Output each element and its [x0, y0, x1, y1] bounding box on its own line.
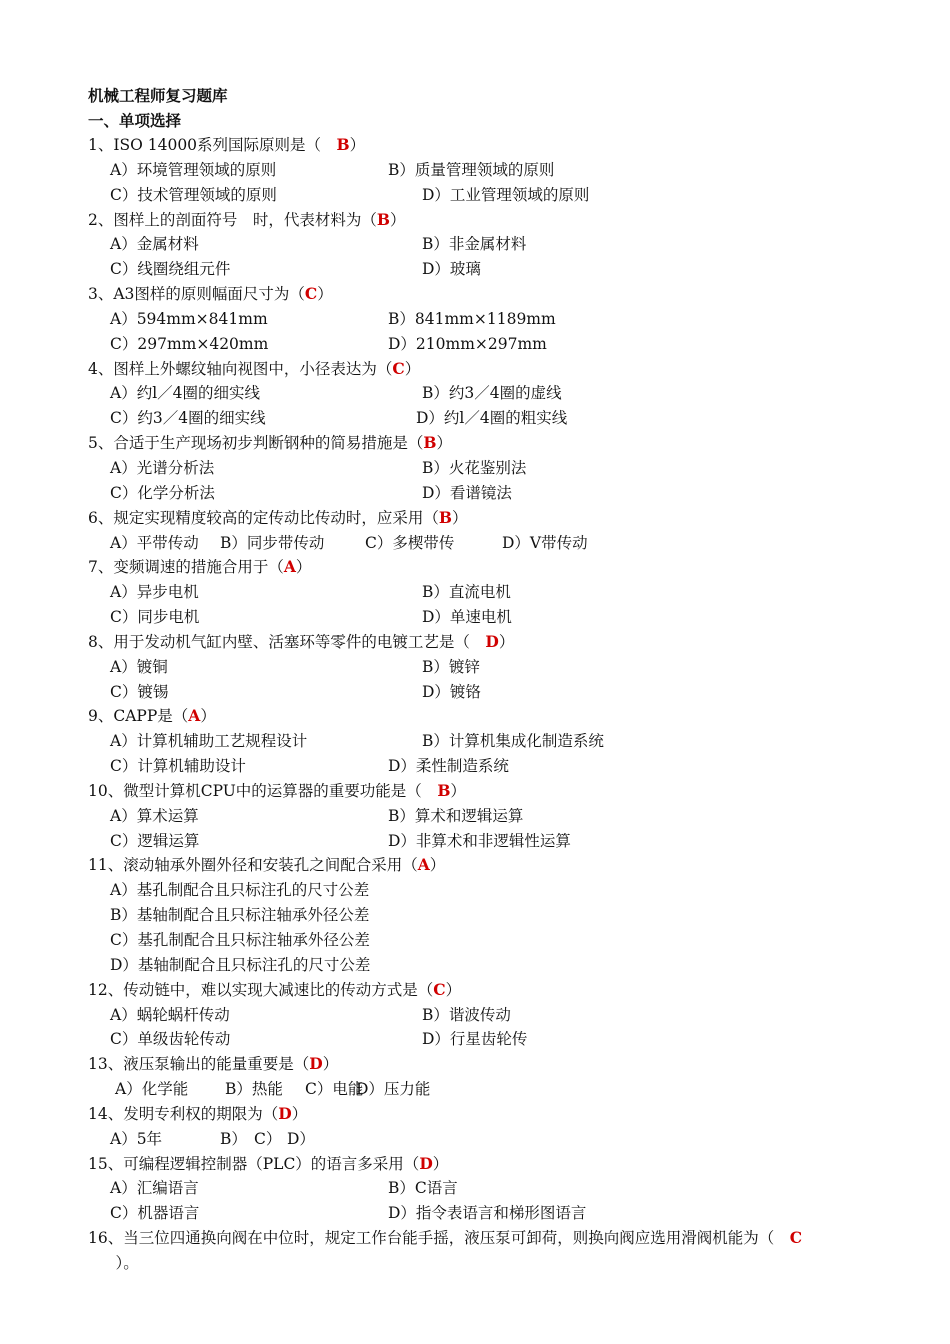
option-text: B）C语言: [388, 1179, 458, 1198]
option-text: D）柔性制造系统: [388, 757, 509, 776]
option-text: D）玻璃: [422, 260, 481, 279]
option-text: D）基轴制配合且只标注孔的尺寸公差: [110, 955, 371, 974]
option-text: D）非算术和非逻辑性运算: [388, 831, 571, 850]
option-row: [0, 1027, 950, 1052]
option-text: C）同步电机: [110, 608, 200, 627]
document-title: 机械工程师复习题库: [88, 86, 228, 105]
option-row: [0, 406, 950, 431]
option-text: A）蜗轮蜗杆传动: [110, 1005, 230, 1024]
option-text: C）基孔制配合且只标注轴承外径公差: [110, 931, 370, 949]
question-tail: ）: [317, 285, 333, 304]
option-text: C）电能: [305, 1080, 364, 1099]
question-stem: [0, 630, 950, 655]
question-stem: [0, 1226, 868, 1276]
question-1: [0, 133, 950, 208]
question-text: 14、发明专利权的期限为（: [88, 1104, 279, 1123]
option-row: [0, 1077, 950, 1102]
option-row: [0, 158, 950, 183]
answer-key: C: [304, 284, 318, 304]
question-stem: [0, 853, 950, 878]
question-tail: ）: [404, 359, 421, 378]
question-tail: ）: [322, 1055, 339, 1074]
question-6: [0, 506, 950, 556]
question-tail: ）: [445, 980, 462, 999]
option-row: [0, 928, 950, 953]
option-text: D）单速电机: [422, 608, 512, 627]
option-text: B）热能: [225, 1080, 283, 1099]
question-stem: [0, 1102, 950, 1127]
question-text: 1、ISO 14000系列国际原则是（: [88, 136, 337, 154]
option-row: [0, 903, 950, 928]
option-text: D）镀铬: [422, 682, 481, 701]
option-text: B）直流电机: [422, 583, 511, 602]
option-text: C）镀锡: [110, 682, 169, 701]
answer-key: A: [188, 706, 201, 726]
question-stem: [0, 282, 950, 307]
question-text: 5、合适于生产现场初步判断钢种的简易措施是（: [88, 434, 424, 453]
question-stem: [0, 431, 950, 456]
option-row: [0, 655, 950, 680]
option-text: A）异步电机: [110, 583, 199, 602]
question-stem: [0, 506, 950, 531]
question-tail: ）: [450, 781, 466, 800]
option-text: A）金属材料: [110, 235, 199, 254]
question-tail: ）: [429, 856, 446, 875]
option-row: [0, 680, 950, 705]
option-text: D）行星齿轮传: [422, 1030, 528, 1049]
option-row: [0, 605, 950, 630]
question-7: [0, 555, 950, 630]
answer-key: C: [789, 1228, 803, 1248]
question-text: 16、当三位四通换向阀在中位时，规定工作台能手摇，液压泵可卸荷，则换向阀应选用滑阀机能为（: [88, 1229, 790, 1248]
option-text: C）: [254, 1129, 282, 1148]
question-3: [0, 282, 950, 357]
question-text: 2、图样上的剖面符号 时，代表材料为（: [88, 210, 377, 229]
option-text: B）质量管理领域的原则: [388, 160, 555, 179]
question-text: 15、可编程逻辑控制器（PLC）的语言多采用（: [88, 1154, 420, 1173]
option-text: B）: [220, 1129, 247, 1148]
option-row: [0, 878, 950, 903]
option-text: A）平带传动: [110, 533, 199, 552]
option-row: [0, 580, 950, 605]
question-text: 6、规定实现精度较高的定传动比传动时，应采用（: [88, 508, 439, 527]
question-11: [0, 853, 950, 977]
question-9: [0, 704, 950, 779]
question-tail: ）: [436, 434, 452, 453]
option-text: D）约l／4圈的粗实线: [416, 409, 568, 428]
question-tail: ）: [389, 210, 406, 229]
option-row: [0, 1127, 950, 1152]
option-text: C）机器语言: [110, 1204, 200, 1223]
question-stem: [0, 1052, 950, 1077]
question-text: 3、A3图样的原则幅面尺寸为（: [88, 285, 305, 304]
answer-key: D: [485, 631, 499, 651]
question-stem: [0, 208, 950, 233]
answer-key: B: [336, 135, 350, 154]
question-stem: [0, 357, 950, 382]
answer-key: D: [278, 1103, 292, 1123]
option-text: A）约l／4圈的细实线: [110, 384, 261, 403]
option-text: D）210mm×297mm: [388, 334, 547, 353]
option-row: [0, 257, 950, 282]
option-row: [0, 307, 950, 332]
option-text: C）单级齿轮传动: [110, 1030, 231, 1049]
option-row: [0, 183, 950, 208]
option-text: A）化学能: [115, 1080, 189, 1099]
option-text: B）谐波传动: [422, 1005, 511, 1024]
option-text: B）约3／4圈的虚线: [422, 384, 562, 403]
answer-key: C: [433, 979, 446, 999]
section-heading: 一、单项选择: [88, 111, 182, 130]
question-tail: ）: [451, 508, 468, 527]
question-2: [0, 208, 950, 283]
option-row: [0, 729, 950, 754]
question-tail: ）: [200, 707, 216, 726]
answer-key: A: [283, 557, 296, 577]
question-list: [0, 133, 950, 1276]
question-16: [0, 1226, 950, 1276]
option-text: B）非金属材料: [422, 235, 527, 254]
question-stem: [0, 555, 950, 580]
question-text: 13、液压泵输出的能量重要是（: [88, 1055, 310, 1074]
option-text: A）594mm×841mm: [110, 309, 268, 328]
question-tail: ）。: [100, 1253, 139, 1272]
option-row: [0, 829, 950, 854]
question-text: 11、滚动轴承外圈外径和安装孔之间配合采用（: [88, 856, 418, 875]
question-12: [0, 978, 950, 1053]
option-text: D）: [287, 1129, 315, 1148]
option-text: A）5年: [110, 1129, 163, 1148]
question-4: [0, 357, 950, 432]
option-row: [0, 1201, 950, 1226]
option-text: A）光谱分析法: [110, 458, 215, 477]
option-text: D）V带传动: [502, 533, 588, 552]
answer-key: A: [417, 855, 430, 875]
option-text: C）化学分析法: [110, 483, 215, 502]
option-row: [0, 804, 950, 829]
question-13: [0, 1052, 950, 1102]
question-stem: [0, 1152, 950, 1177]
question-text: 10、微型计算机CPU中的运算器的重要功能是（: [88, 781, 438, 800]
answer-key: D: [309, 1054, 323, 1074]
question-5: [0, 431, 950, 506]
option-text: D）看谱镜法: [422, 483, 512, 502]
option-text: A）环境管理领域的原则: [110, 160, 277, 179]
option-text: B）镀锌: [422, 657, 480, 676]
option-text: A）镀铜: [110, 657, 168, 676]
option-row: [0, 1003, 950, 1028]
answer-key: B: [376, 209, 390, 229]
option-row: [0, 1176, 950, 1201]
option-text: B）火花鉴别法: [422, 458, 527, 477]
option-row: [0, 953, 950, 978]
question-stem: [0, 779, 950, 804]
option-row: [0, 332, 950, 357]
option-text: A）算术运算: [110, 806, 199, 825]
option-text: A）基孔制配合且只标注孔的尺寸公差: [110, 881, 370, 900]
option-text: B）同步带传动: [220, 533, 325, 552]
option-text: B）841mm×1189mm: [388, 309, 556, 328]
option-row: [0, 456, 950, 481]
answer-key: C: [392, 358, 405, 378]
option-row: [0, 381, 950, 406]
question-text: 9、CAPP是（: [88, 707, 189, 726]
answer-key: B: [423, 433, 437, 453]
question-stem: [0, 704, 950, 729]
option-text: B）基轴制配合且只标注轴承外径公差: [110, 906, 370, 925]
question-tail: ）: [432, 1154, 449, 1173]
question-tail: ）: [291, 1104, 308, 1123]
question-tail: ）: [295, 558, 312, 577]
option-row: [0, 531, 950, 556]
question-text: 4、图样上外螺纹轴向视图中，小径表达为（: [88, 359, 393, 378]
option-text: C）线圈绕组元件: [110, 260, 231, 279]
question-tail: ）: [349, 136, 366, 154]
question-text: 12、传动链中，难以实现大减速比的传动方式是（: [88, 980, 434, 999]
option-text: A）汇编语言: [110, 1179, 199, 1198]
question-stem: [0, 133, 950, 158]
answer-key: D: [419, 1153, 433, 1173]
option-text: C）约3／4圈的细实线: [110, 409, 266, 428]
option-text: C）逻辑运算: [110, 831, 200, 850]
option-text: C）技术管理领域的原则: [110, 185, 277, 204]
option-text: D）压力能: [356, 1080, 431, 1099]
answer-key: B: [438, 507, 452, 527]
answer-key: B: [437, 780, 451, 800]
question-8: [0, 630, 950, 705]
option-row: [0, 232, 950, 257]
option-text: C）297mm×420mm: [110, 334, 269, 353]
option-text: A）计算机辅助工艺规程设计: [110, 732, 308, 751]
option-text: D）指令表语言和梯形图语言: [388, 1204, 587, 1223]
question-text: 7、变频调速的措施合用于（: [88, 558, 284, 577]
question-10: [0, 779, 950, 854]
question-tail: ）: [498, 632, 515, 651]
option-text: D）工业管理领域的原则: [422, 185, 590, 204]
option-text: C）计算机辅助设计: [110, 757, 246, 776]
option-text: C）多楔带传: [365, 533, 455, 552]
question-stem: [0, 978, 950, 1003]
question-text: 8、用于发动机气缸内壁、活塞环等零件的电镀工艺是（: [88, 632, 486, 651]
question-14: [0, 1102, 950, 1152]
option-text: B）计算机集成化制造系统: [422, 732, 604, 751]
question-15: [0, 1152, 950, 1227]
option-text: B）算术和逻辑运算: [388, 806, 524, 825]
option-row: [0, 481, 950, 506]
option-row: [0, 754, 950, 779]
